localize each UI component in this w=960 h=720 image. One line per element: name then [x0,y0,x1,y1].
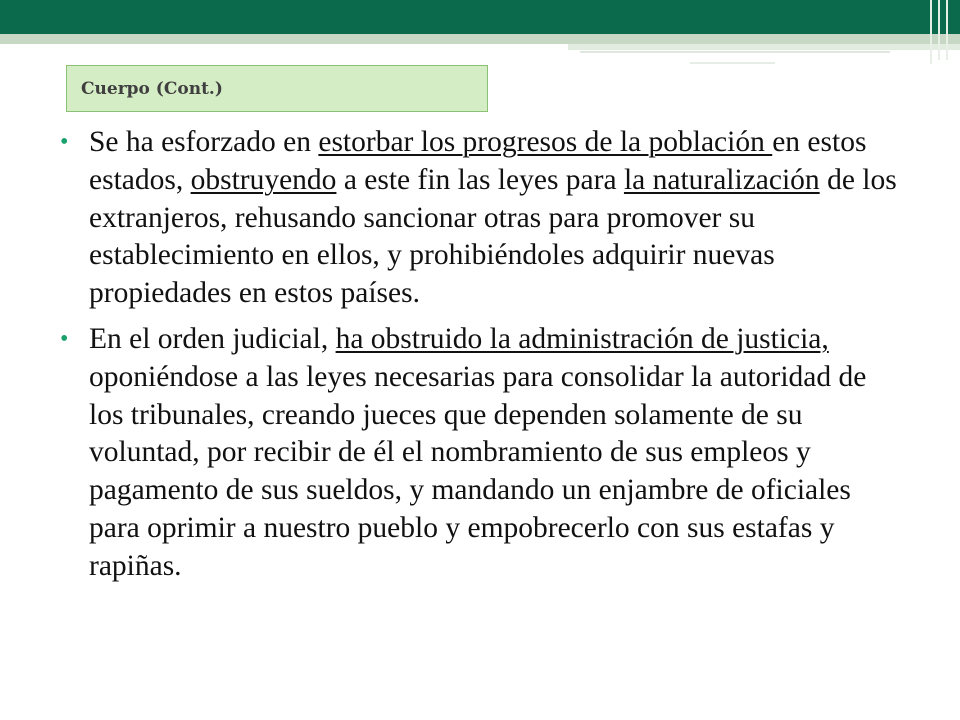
bullet-marker: • [60,129,69,155]
slide-title: Cuerpo (Cont.) [81,78,223,99]
header-decor-rule [946,0,948,60]
header-accent-strip [0,34,960,44]
bullet-text: a este fin las leyes para [336,163,624,196]
bullet-text: en estos estados, [89,126,867,196]
header-decor-line [580,51,890,53]
header-band [0,0,960,34]
underlined-text: estorbar los progresos de la población [318,126,773,158]
title-box [66,65,488,112]
bullet-text: oponiéndose a las leyes necesarias para consolidar la autoridad de los tribunales, creando jueces que dependen solamente de su voluntad, por recibir de él el nombramiento de sus empleos y pagamento de sus sueldos, y mandando un enjambre de oficiales para oprimir a nuestro pueblo y empobrecerlo con sus estafas y rapiñas. [89,360,867,582]
header-accent-strip-light [568,44,960,50]
underlined-text: ha obstruido la administración de justicia, [335,322,829,355]
underlined-text: obstruyendo [190,163,337,196]
bullet-marker: • [60,325,69,352]
bullet-text: En el orden judicial, [89,322,336,355]
underlined-text: la naturalización [623,163,820,196]
bullet-list [58,124,898,586]
bullet-item [58,321,898,586]
header-decor-rule [938,0,940,60]
bullet-text: de los extranjeros, rehusando sancionar otras para promover su establecimiento en ellos, y prohibiéndoles adquirir nuevas propiedades en estos países. [89,163,897,310]
slide-body [58,124,898,594]
header-decor-line [690,62,775,64]
bullet-item [58,124,898,313]
bullet-text: Se ha esforzado en [89,126,319,158]
header-decor-rule [930,0,932,64]
